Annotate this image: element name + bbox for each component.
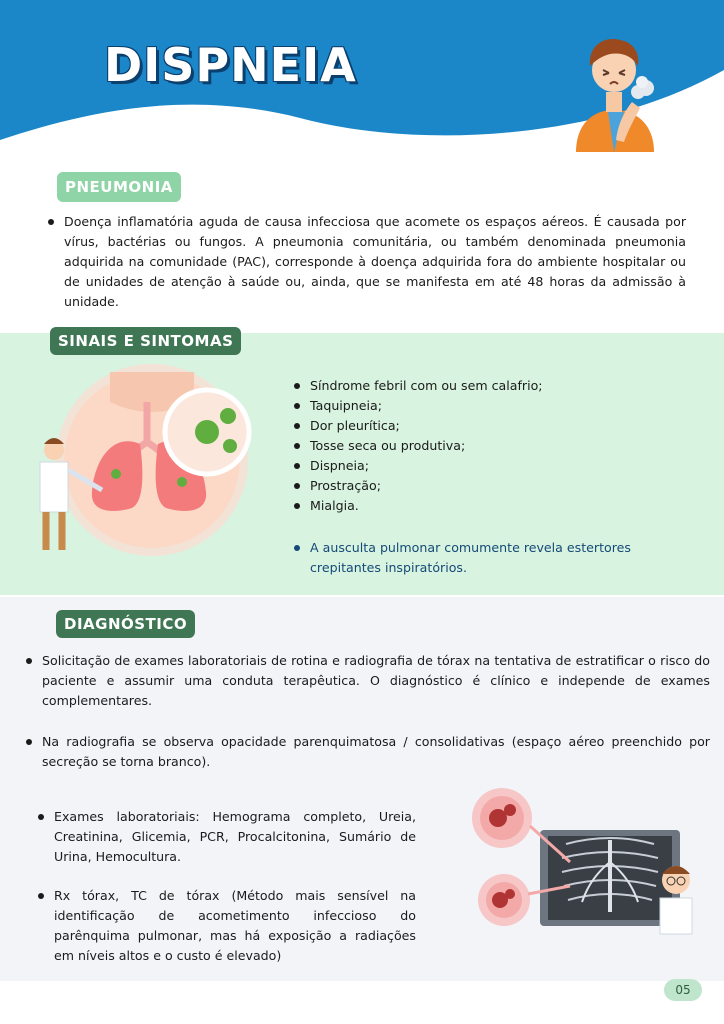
- xray-illustration: [470, 782, 700, 942]
- sinais-list: [292, 376, 692, 516]
- sinais-note-list: [292, 538, 692, 578]
- sinais-item: Síndrome febril com ou sem calafrio;: [292, 376, 692, 396]
- sinais-item: Tosse seca ou produtiva;: [292, 436, 692, 456]
- sinais-item: Prostração;: [292, 476, 692, 496]
- ausculta-note: A ausculta pulmonar comumente revela estertores crepitantes inspiratórios.: [292, 538, 692, 578]
- diagnostico-item: Na radiografia se observa opacidade parenquimatosa / consolidativas (espaço aéreo preenchido por secreção se torna branco).: [24, 732, 710, 772]
- coughing-person-illustration: [566, 30, 666, 152]
- diagnostico-badge: DIAGNÓSTICO: [56, 610, 195, 638]
- pneumonia-badge: PNEUMONIA: [57, 172, 181, 202]
- diagnostico-list-2: [24, 732, 710, 772]
- page-title: DISPNEIA: [104, 38, 357, 92]
- diagnostico-list: [24, 651, 710, 711]
- pneumonia-text: Doença inflamatória aguda de causa infecciosa que acomete os espaços aéreos. É causada por vírus, bactérias ou fungos. A pneumonia comunitária, ou também denominada pneumonia adquirida na comunidade (PAC), corresponde à doença adquirida fora do ambiente hospitalar ou de unidades de atenção à saúde ou, ainda, que se manifesta em até 48 horas da admissão à unidade.: [46, 212, 686, 312]
- exames-item: Rx tórax, TC de tórax (Método mais sensível na identificação de acometimento infeccioso do parênquima pulmonar, mas há exposição a radiações em níveis altos e o custo é elevado): [36, 886, 416, 966]
- sinais-item: Dor pleurítica;: [292, 416, 692, 436]
- exames-list: [36, 807, 416, 867]
- lungs-illustration: [32, 362, 272, 562]
- page-number: 05: [664, 979, 702, 1001]
- header: [0, 0, 724, 150]
- exames-list-2: [36, 886, 416, 966]
- sinais-item: Dispneia;: [292, 456, 692, 476]
- sinais-item: Mialgia.: [292, 496, 692, 516]
- exames-item: Exames laboratoriais: Hemograma completo, Ureia, Creatinina, Glicemia, PCR, Procalcitonina, Sumário de Urina, Hemocultura.: [36, 807, 416, 867]
- pneumonia-list: [46, 212, 686, 312]
- sinais-badge: SINAIS E SINTOMAS: [50, 327, 241, 355]
- diagnostico-item: Solicitação de exames laboratoriais de rotina e radiografia de tórax na tentativa de estratificar o risco do paciente e assumir uma conduta terapêutica. O diagnóstico é clínico e independe de exames complementares.: [24, 651, 710, 711]
- sinais-item: Taquipneia;: [292, 396, 692, 416]
